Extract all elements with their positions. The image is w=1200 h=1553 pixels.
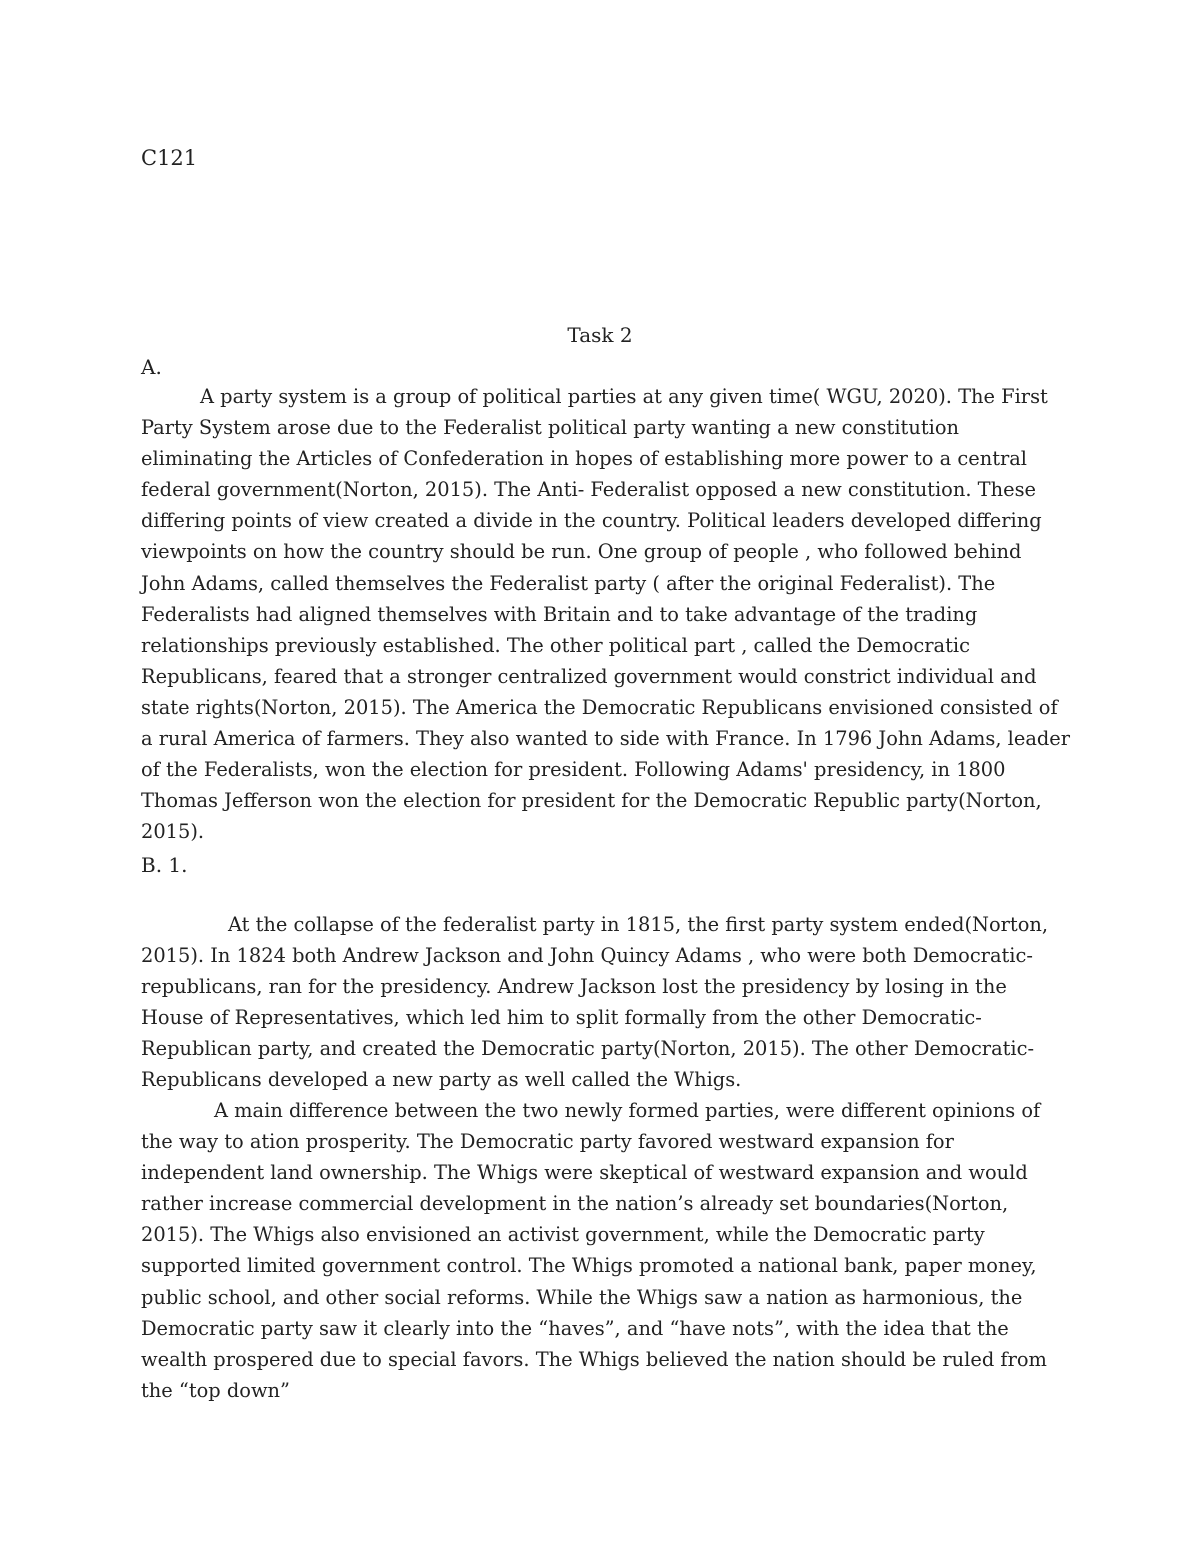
section-b1-label: B. 1.	[141, 853, 188, 877]
section-a-label: A.	[141, 355, 162, 379]
course-code: C121	[141, 146, 198, 170]
section-a-paragraph: A party system is a group of political parties at any given time( WGU, 2020). The First Party System arose due to the Federalist political party wanting a new constitution eliminating the Articles of Confederation in hopes of establishing more power to a central federal government(Norton, 2015). The Anti- Federalist opposed a new constitution. These differing points of view created a divide in the country. Political leaders developed differing viewpoints on how the country should be run. One group of people , who followed behind John Adams, called themselves the Federalist party ( after the original Federalist). The Federalists had aligned themselves with Britain and to take advantage of the trading relationships previously established. The other political part , called the Democratic Republicans, feared that a stronger centralized government would constrict individual and state rights(Norton, 2015). The America the Democratic Republicans envisioned consisted of a rural America of farmers. They also wanted to side with France. In 1796 John Adams, leader of the Federalists, won the election for president. Following Adams' presidency, in 1800 Thomas Jefferson won the election for president for the Democratic Republic party(Norton, 2015).	[141, 385, 1071, 844]
document-title: Task 2	[567, 323, 633, 347]
section-b1-paragraph-1: At the collapse of the federalist party in 1815, the first party system ended(Norton, 2015). In 1824 both Andrew Jackson and John Quincy Adams , who were both Democratic-republicans, ran for the presidency. Andrew Jackson lost the presidency by losing in the House of Representatives, which led him to split formally from the other Democratic- Republican party, and created the Democratic party(Norton, 2015). The other Democratic- Republicans developed a new party as well called the Whigs.	[141, 913, 1049, 1092]
section-b1-paragraph-2: A main difference between the two newly formed parties, were different opinions of the way to ation prosperity. The Democratic party favored westward expansion for independent land ownership. The Whigs were skeptical of westward expansion and would rather increase commercial development in the nation’s already set boundaries(Norton, 2015). The Whigs also envisioned an activist government, while the Democratic party supported limited government control. The Whigs promoted a national bank, paper money, public school, and other social reforms. While the Whigs saw a nation as harmonious, the Democratic party saw it clearly into the “haves”, and “have nots”, with the idea that the wealth prospered due to special favors. The Whigs believed the nation should be ruled from the “top down”	[141, 1099, 1047, 1402]
